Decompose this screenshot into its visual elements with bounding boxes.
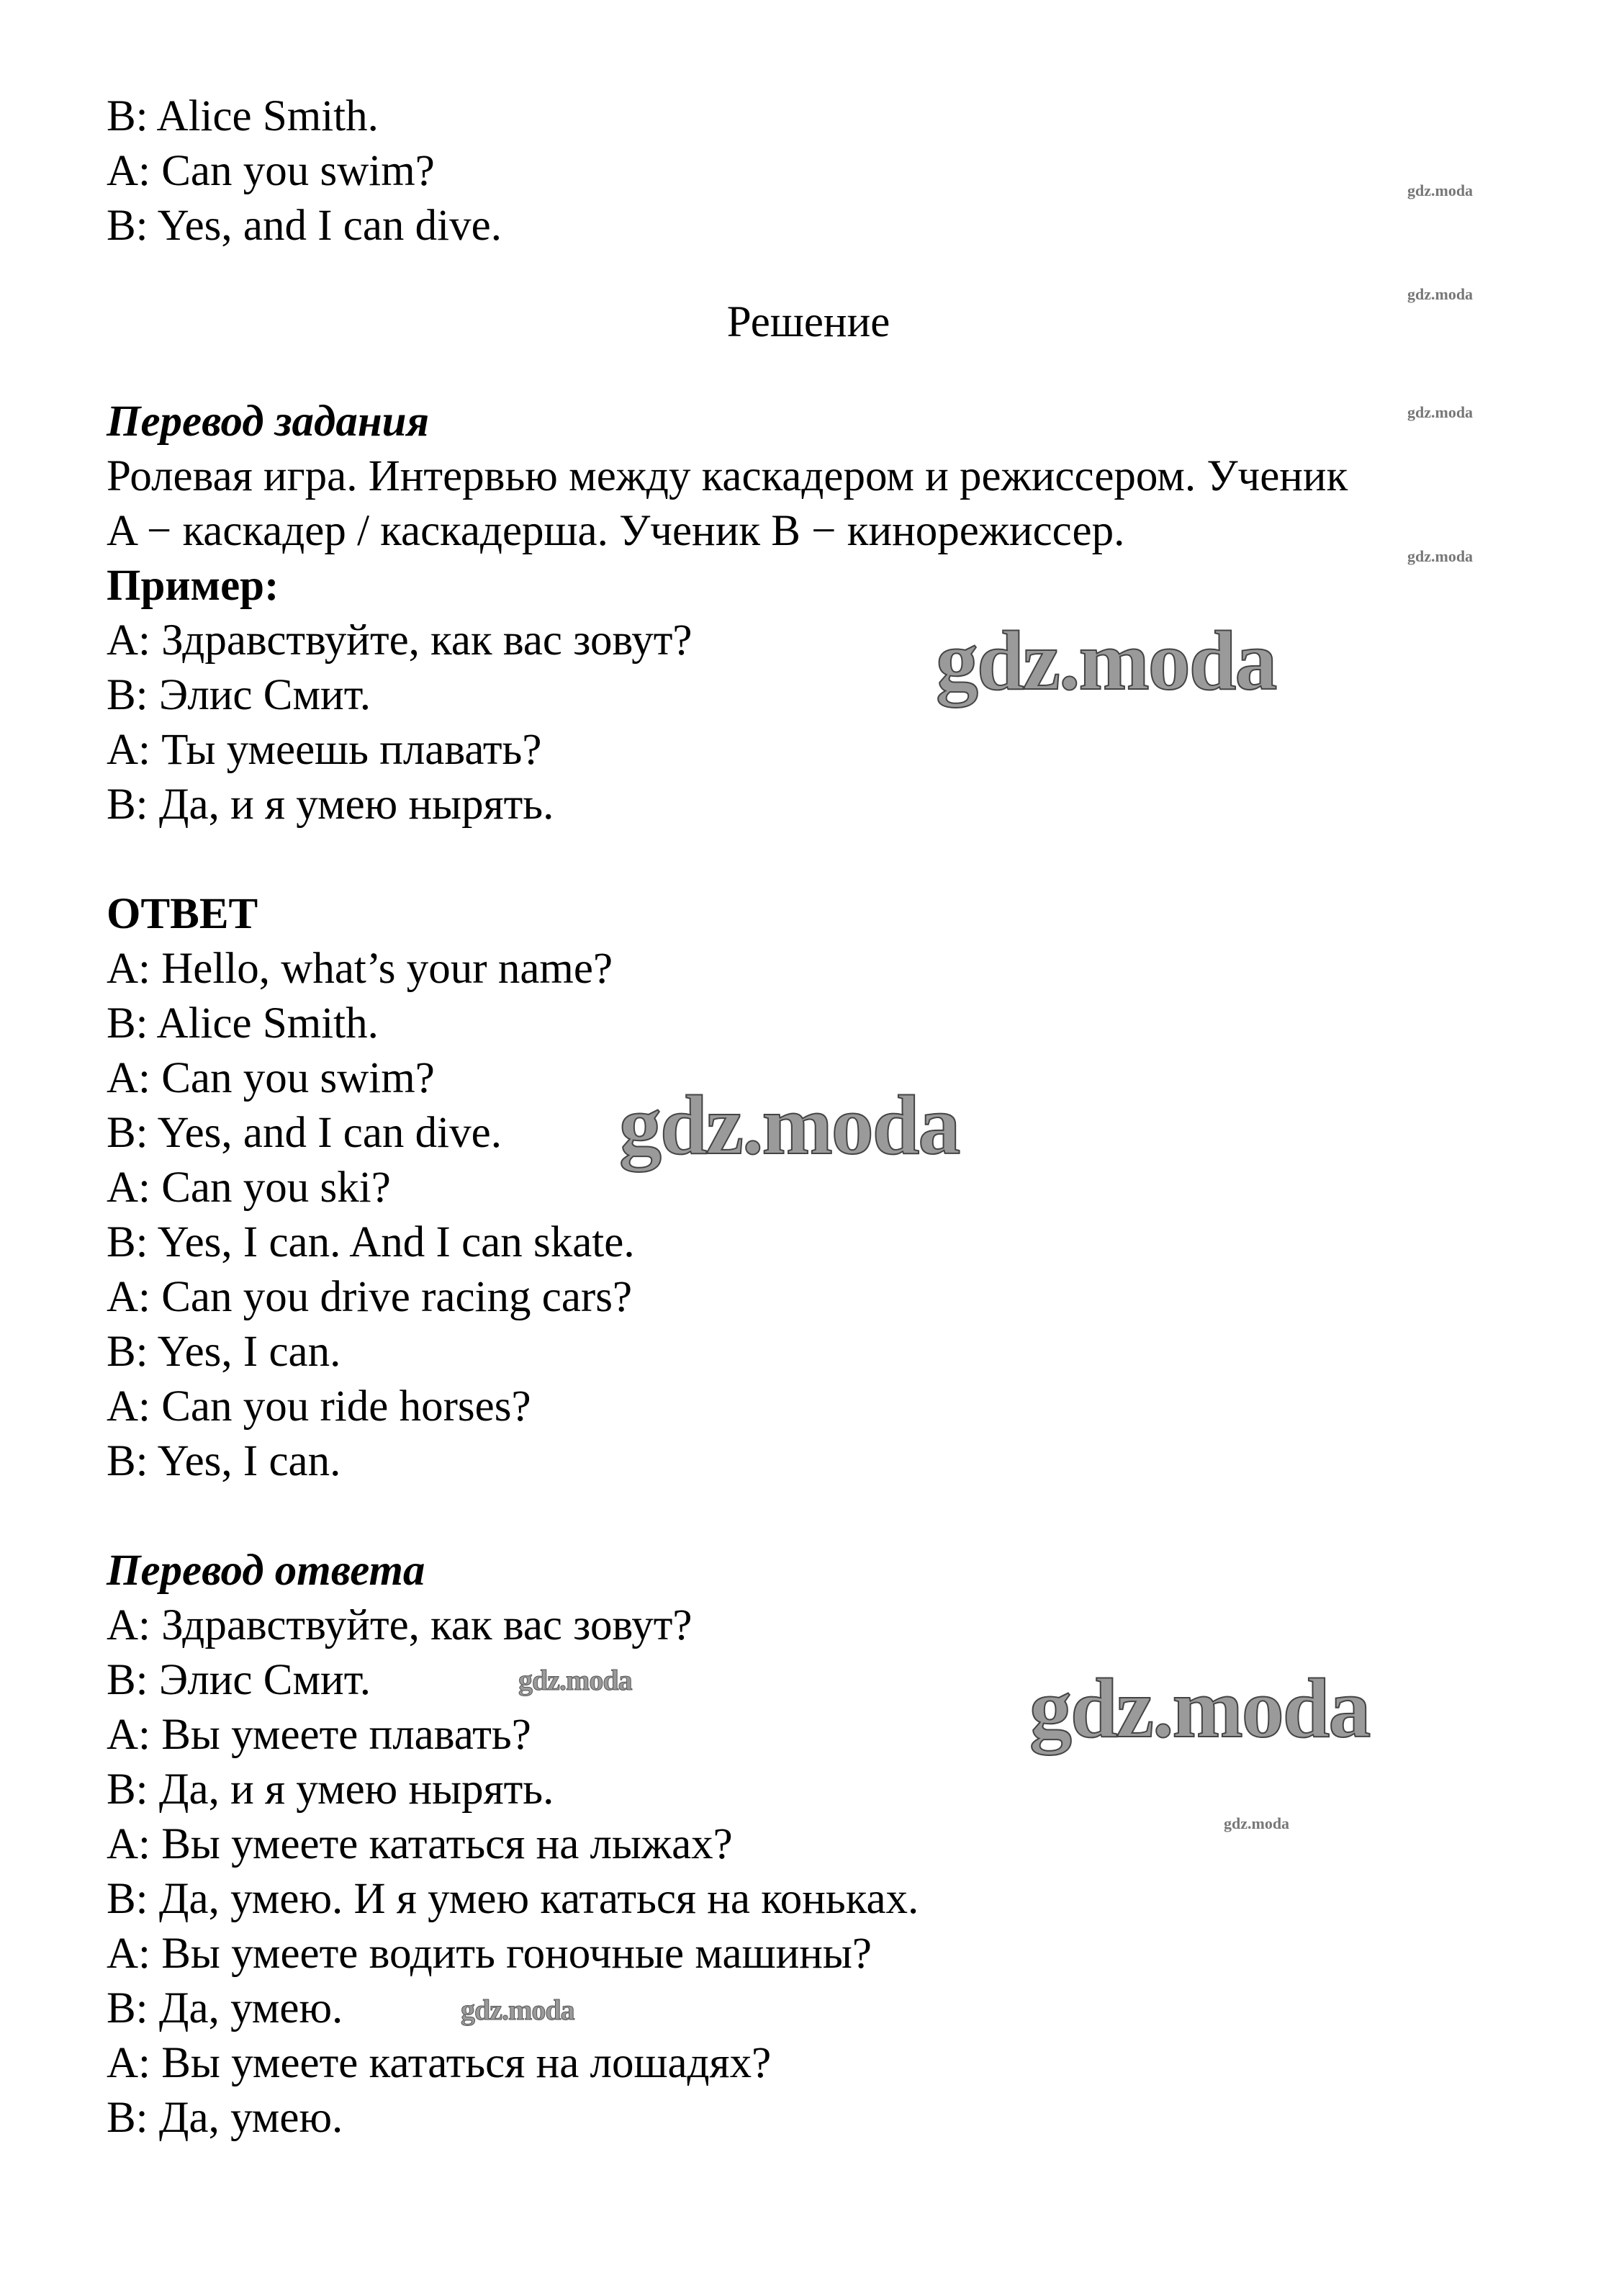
answer-translation-line: A: Вы умеете плавать? — [107, 1711, 531, 1759]
answer-line: B: Alice Smith. — [107, 999, 379, 1048]
answer-translation-line: B: Элис Смит. — [107, 1656, 371, 1704]
answer-translation-line: B: Да, и я умею нырять. — [107, 1765, 554, 1814]
example-line: B: Да, и я умею нырять. — [107, 780, 554, 829]
intro-line: B: Yes, and I can dive. — [107, 202, 502, 250]
answer-translation-line: B: Да, умею. — [107, 1984, 343, 2032]
answer-line: A: Hello, what’s your name? — [107, 945, 613, 993]
example-line: A: Здравствуйте, как вас зовут? — [107, 616, 693, 665]
answer-lines — [107, 942, 1517, 1489]
answer-line: A: Can you ski? — [107, 1163, 391, 1212]
watermark: gdz.moda — [619, 1078, 960, 1172]
watermark: gdz.moda — [461, 1994, 574, 2026]
example-label: Пример: — [107, 562, 279, 610]
answer-line: B: Yes, and I can dive. — [107, 1109, 502, 1157]
watermark: gdz.moda — [936, 613, 1276, 708]
solution-title: Решение — [726, 298, 890, 346]
watermark: gdz.moda — [1407, 547, 1474, 565]
watermark: gdz.moda — [1224, 1814, 1290, 1832]
example-line: B: Элис Смит. — [107, 671, 371, 719]
watermark: gdz.moda — [1407, 285, 1474, 303]
watermark: gdz.moda — [1029, 1661, 1370, 1755]
intro-line: A: Can you swim? — [107, 147, 435, 195]
answer-translation-line: A: Здравствуйте, как вас зовут? — [107, 1601, 693, 1649]
example-line: A: Ты умеешь плавать? — [107, 726, 542, 774]
answer-line: B: Yes, I can. — [107, 1328, 341, 1376]
answer-line: B: Yes, I can. And I can skate. — [107, 1218, 635, 1266]
task-translation-heading: Перевод задания — [107, 397, 430, 446]
answer-translation-line: B: Да, умею. — [107, 2094, 343, 2142]
answer-translation-line: A: Вы умеете кататься на лыжах? — [107, 1820, 733, 1868]
answer-line: B: Yes, I can. — [107, 1437, 341, 1485]
intro-line: B: Alice Smith. — [107, 92, 379, 140]
answer-translation-line: A: Вы умеете кататься на лошадях? — [107, 2039, 772, 2087]
task-translation-line: Ролевая игра. Интервью между каскадером и режиссером. Ученик — [107, 452, 1348, 500]
answer-line: A: Can you swim? — [107, 1054, 435, 1102]
watermark: gdz.moda — [1407, 403, 1474, 421]
answer-heading: ОТВЕТ — [107, 890, 258, 938]
answer-translation-line: B: Да, умею. И я умею кататься на коньках. — [107, 1875, 919, 1923]
watermark: gdz.moda — [1407, 181, 1474, 199]
answer-line: A: Can you drive racing cars? — [107, 1273, 633, 1321]
task-translation-line: A − каскадер / каскадерша. Ученик B − кинорежиссер. — [107, 507, 1125, 555]
answer-translation-heading: Перевод ответа — [107, 1547, 425, 1595]
answer-line: A: Can you ride horses? — [107, 1382, 531, 1431]
answer-translation-line: A: Вы умеете водить гоночные машины? — [107, 1930, 872, 1978]
watermark: gdz.moda — [518, 1664, 632, 1696]
